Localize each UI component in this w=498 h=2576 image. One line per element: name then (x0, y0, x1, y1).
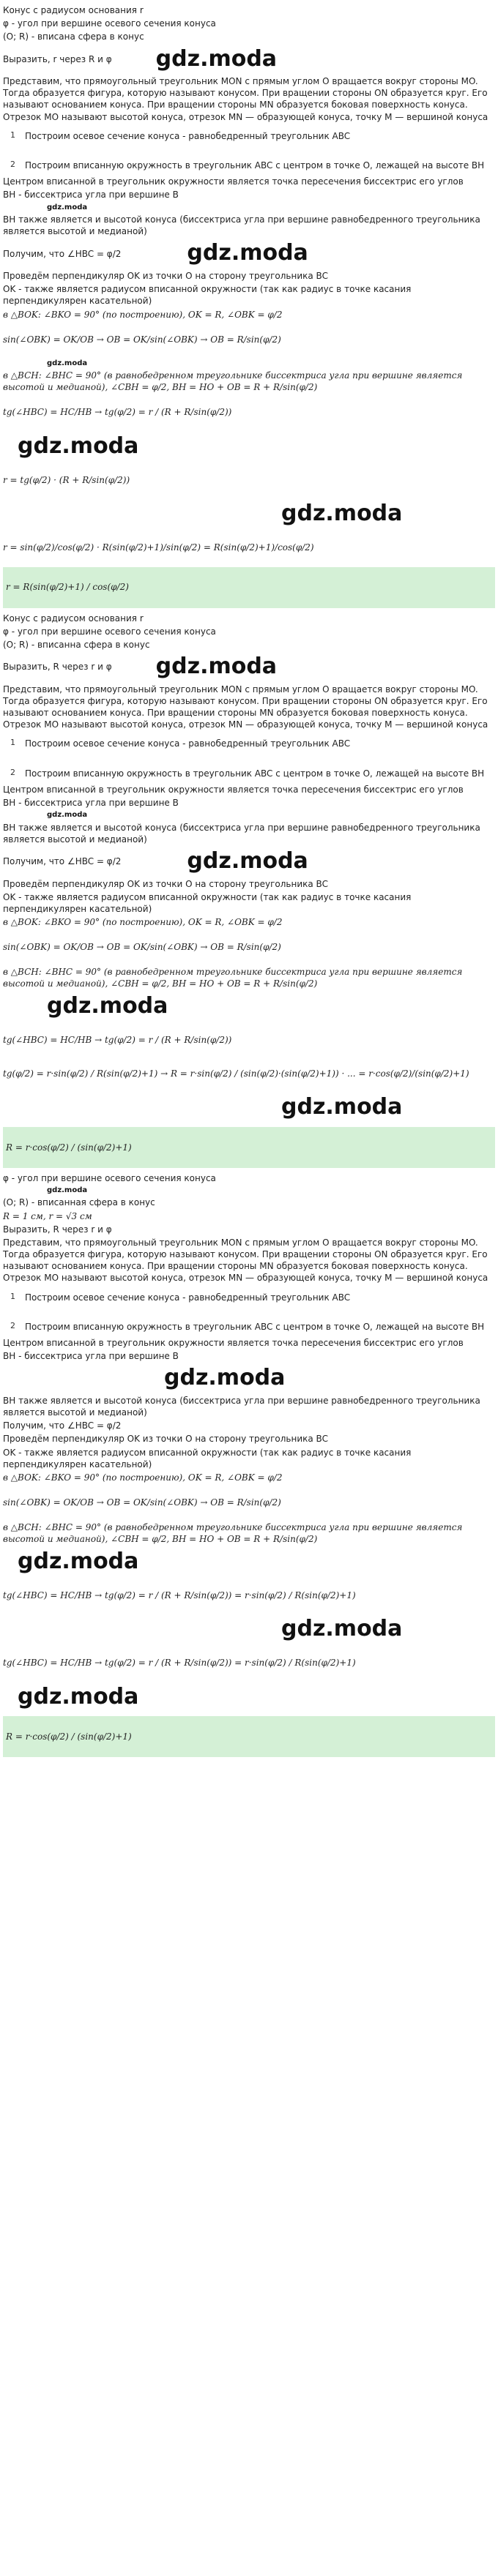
s3-bch: в △BCH: ∠BHC = 90° (в равнобедренном треугольнике биссектриса угла при вершине является высотой и медианой), ∠CBH = φ/2, BH = HO + OB = R + R/sin(φ/2) (3, 1522, 463, 1545)
s3-step-2: 2 Построим вписанную окружность в треугольник ABC с центром в точке O, лежащей на высоте BH (10, 1320, 485, 1332)
watermark: gdz.moda (281, 1616, 403, 1642)
watermark: gdz.moda (47, 992, 168, 1019)
s1-bko: в △BOK: ∠BKO = 90° (по построению), OK = R, ∠OBK = φ/2 (3, 309, 283, 320)
s2-perp: Проведём перпендикуляр OK из точки O на сторону треугольника BC (3, 878, 328, 889)
s2-bko: в △BOK: ∠BKO = 90° (по построению), OK = R, ∠OBK = φ/2 (3, 917, 283, 928)
s3-sphere: (O; R) - вписанная сфера в конус (3, 1197, 155, 1208)
s1-phi: φ - угол при вершине осевого сечения конуса (3, 18, 216, 29)
s1-step-1: 1 Построим осевое сечение конуса - равнобедренный треугольник ABC (10, 130, 351, 141)
s2-got: Получим, что ∠HBC = φ/2 (3, 856, 122, 867)
s2-sin-formula: sin(∠OBK) = OK/OB → OB = OK/sin(∠OBK) → OB = R/sin(φ/2) (3, 942, 281, 953)
s1-height: BH также является и высотой конуса (биссектриса угла при вершине равнобедренного треугольника является высотой и медианой) (3, 214, 480, 237)
s3-center: Центром вписанной в треугольник окружности является точка пересечения биссектрис его углов (3, 1338, 464, 1348)
section-3 (3, 1172, 495, 1757)
s1-step-2: 2 Построим вписанную окружность в треугольник ABC с центром в точке O, лежащей на высоте BH (10, 160, 485, 171)
s1-radius: OK - также является радиусом вписанной окружности (так как радиус в точке касания перпендикулярен касательной) (3, 284, 412, 307)
s2-sphere: (O; R) - вписанна сфера в конус (3, 639, 150, 650)
watermark: gdz.moda (281, 1094, 403, 1120)
watermark: gdz.moda (281, 501, 403, 527)
s2-radius: OK - также является радиусом вписанной окружности (так как радиус в точке касания перпендикулярен касательной) (3, 891, 412, 914)
s1-center: Центром вписанной в треугольник окружности является точка пересечения биссектрис его углов (3, 176, 464, 187)
watermark: gdz.moda (155, 45, 278, 72)
watermark: gdz.moda (47, 203, 88, 211)
watermark: gdz.moda (47, 811, 88, 820)
watermark: gdz.moda (164, 1365, 286, 1391)
watermark: gdz.moda (47, 1186, 88, 1194)
s3-got: Получим, что ∠HBC = φ/2 (3, 1420, 122, 1431)
watermark: gdz.moda (155, 654, 278, 680)
s2-intro: Представим, что прямоугольный треугольник MON с прямым углом O вращается вокруг стороны MO. Тогда образуется фигура, которую называют конусом. При вращении стороны ON образуется круг. Его называют основанием конуса. При вращении стороны MN образуется боковая поверхность конуса. Отрезок MO называют высотой конуса, отрезок MN — образующей конуса, точку M — вершиной конуса (3, 684, 488, 730)
s1-answer: r = R(sin(φ/2)+1) / cos(φ/2) (3, 567, 495, 608)
s2-tg-formula: tg(∠HBC) = HC/HB → tg(φ/2) = r / (R + R/sin(φ/2)) (3, 1035, 232, 1046)
s3-radius: OK - также является радиусом вписанной окружности (так как радиус в точке касания перпендикулярен касательной) (3, 1447, 412, 1469)
watermark: gdz.moda (18, 1683, 139, 1710)
s2-bch: в △BCH: ∠BHC = 90° (в равнобедренном треугольнике биссектриса угла при вершине является высотой и медианой), ∠CBH = φ/2, BH = HO + OB = R + R/sin(φ/2) (3, 967, 463, 989)
s3-answer: R = r·cos(φ/2) / (sin(φ/2)+1) (3, 1716, 495, 1757)
s1-r1-formula: r = tg(φ/2) · (R + R/sin(φ/2)) (3, 474, 130, 485)
s1-r2-formula: r = sin(φ/2)/cos(φ/2) · R(sin(φ/2)+1)/sin(φ/2) = R(sin(φ/2)+1)/cos(φ/2) (3, 542, 314, 553)
s1-express: Выразить, r через R и φ (3, 53, 112, 64)
s2-bisector: BH - биссектриса угла при вершине B (3, 797, 179, 808)
s2-center: Центром вписанной в треугольник окружности является точка пересечения биссектрис его углов (3, 784, 464, 795)
section-1 (3, 4, 495, 608)
s3-given: R = 1 см, r = √3 см (3, 1210, 92, 1221)
s3-tg1-formula: tg(∠HBC) = HC/HB → tg(φ/2) = r / (R + R/sin(φ/2)) = r·sin(φ/2) / R(sin(φ/2)+1) (3, 1590, 356, 1600)
s3-intro: Представим, что прямоугольный треугольник MON с прямым углом O вращается вокруг стороны MO. Тогда образуется фигура, которую называют конусом. При вращении стороны ON образуется круг. Его называют основанием конуса. При вращении стороны MN образуется боковая поверхность конуса. Отрезок MO называют высотой конуса, отрезок MN — образующей конуса, точку M — вершиной конуса (3, 1237, 488, 1284)
s2-express: Выразить, R через r и φ (3, 662, 112, 673)
s1-tg-formula: tg(∠HBC) = HC/HB → tg(φ/2) = r / (R + R/sin(φ/2)) (3, 407, 232, 418)
s3-bisector: BH - биссектриса угла при вершине B (3, 1351, 179, 1362)
s3-phi: φ - угол при вершине осевого сечения конуса (3, 1172, 216, 1183)
s3-perp: Проведём перпендикуляр OK из точки O на сторону треугольника BC (3, 1434, 328, 1445)
watermark: gdz.moda (187, 848, 308, 874)
watermark: gdz.moda (18, 433, 139, 459)
s2-step-1: 1 Построим осевое сечение конуса - равнобедренный треугольник ABC (10, 738, 351, 749)
watermark: gdz.moda (187, 240, 308, 266)
s2-answer: R = r·cos(φ/2) / (sin(φ/2)+1) (3, 1127, 495, 1168)
s3-step-1: 1 Построим осевое сечение конуса - равнобедренный треугольник ABC (10, 1291, 351, 1303)
s3-express: Выразить, R через r и φ (3, 1224, 112, 1235)
s1-perp: Проведём перпендикуляр OK из точки O на сторону треугольника BC (3, 270, 328, 281)
s1-sphere: (O; R) - вписана сфера в конус (3, 31, 144, 42)
s1-intro: Представим, что прямоугольный треугольник MON с прямым углом O вращается вокруг стороны MO. Тогда образуется фигура, которую называют конусом. При вращении стороны ON образуется круг. Его называют основанием конуса. При вращении стороны MN образуется боковая поверхность конуса. Отрезок MO называют высотой конуса, отрезок MN — образующей конуса, точку M — вершиной конуса (3, 76, 488, 122)
s1-got: Получим, что ∠HBC = φ/2 (3, 248, 122, 259)
watermark: gdz.moda (18, 1548, 139, 1574)
s2-r2-formula: tg(φ/2) = r·sin(φ/2) / R(sin(φ/2)+1) → R = r·sin(φ/2) / (sin(φ/2)·(sin(φ/2)+1)) · ... = r·cos(φ/2)/(sin(φ/2)+1) (3, 1068, 469, 1079)
s3-tg2-formula: tg(∠HBC) = HC/HB → tg(φ/2) = r / (R + R/sin(φ/2)) = r·sin(φ/2) / R(sin(φ/2)+1) (3, 1658, 356, 1669)
s1-bisector: BH - биссектриса угла при вершине B (3, 190, 179, 201)
s3-height: BH также является и высотой конуса (биссектриса угла при вершине равнобедренного треугольника является высотой и медианой) (3, 1395, 480, 1418)
s2-title: Конус с радиусом основания r (3, 613, 144, 624)
s1-bch: в △BCH: ∠BHC = 90° (в равнобедренном треугольнике биссектриса угла при вершине является высотой и медианой), ∠CBH = φ/2, BH = HO + OB = R + R/sin(φ/2) (3, 370, 463, 393)
s1-sin-formula: sin(∠OBK) = OK/OB → OB = OK/sin(∠OBK) → OB = R/sin(φ/2) (3, 334, 281, 345)
s2-phi: φ - угол при вершине осевого сечения конуса (3, 626, 216, 637)
s2-height: BH также является и высотой конуса (биссектриса угла при вершине равнобедренного треугольника является высотой и медианой) (3, 822, 480, 845)
watermark: gdz.moda (47, 359, 88, 367)
s1-title: Конус с радиусом основания r (3, 5, 144, 15)
s3-bko: в △BOK: ∠BKO = 90° (по построению), OK = R, ∠OBK = φ/2 (3, 1472, 283, 1483)
section-2 (3, 613, 495, 1168)
s3-sin-formula: sin(∠OBK) = OK/OB → OB = OK/sin(∠OBK) → OB = R/sin(φ/2) (3, 1497, 281, 1508)
s2-step-2: 2 Построим вписанную окружность в треугольник ABC с центром в точке O, лежащей на высоте BH (10, 767, 485, 779)
